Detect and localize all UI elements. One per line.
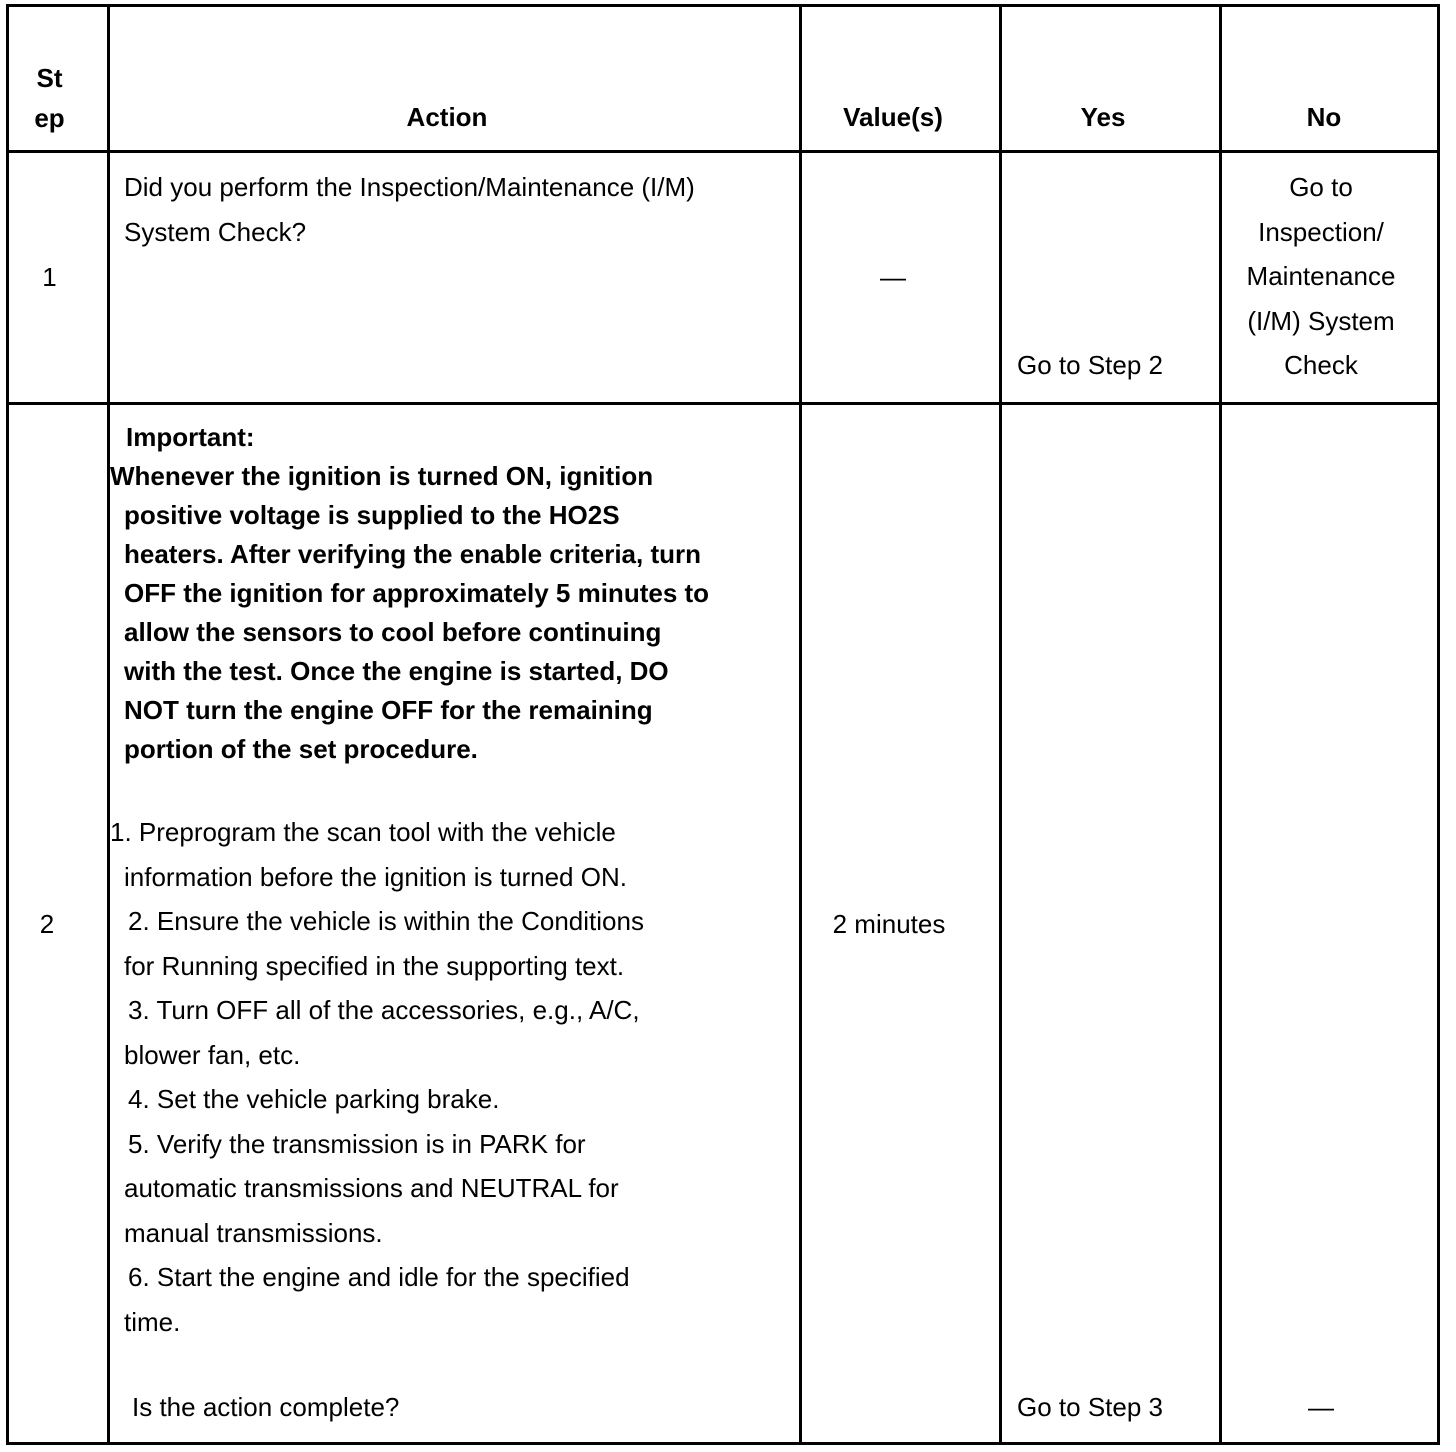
row2-value: 2 minutes — [832, 909, 946, 939]
column-divider — [799, 7, 802, 1442]
row-divider — [9, 150, 1437, 153]
row1-step: 1 — [42, 262, 57, 292]
no-line: Check — [1284, 350, 1358, 380]
row1-yes: Go to Step 2 — [1017, 350, 1163, 380]
no-line: Maintenance — [1246, 261, 1396, 291]
no-line: (I/M) System — [1247, 305, 1395, 336]
row2-step: 2 — [39, 909, 55, 939]
action-line: Did you perform the Inspection/Maintenance (I/M) — [124, 172, 695, 202]
important-line: NOT turn the engine OFF for the remaining — [124, 695, 653, 725]
important-line: OFF the ignition for approximately 5 minutes to — [124, 578, 710, 608]
row2-question: Is the action complete? — [132, 1392, 400, 1422]
header-no: No — [1306, 102, 1342, 132]
procedure-line: 5. Verify the transmission is in PARK for — [128, 1128, 586, 1159]
important-line: with the test. Once the engine is started, DO — [124, 656, 669, 686]
row-divider — [9, 402, 1437, 405]
procedure-line: information before the ignition is turned ON. — [124, 861, 627, 892]
action-line: System Check? — [124, 216, 307, 247]
column-divider — [999, 7, 1002, 1442]
row1-no — [1219, 165, 1423, 388]
header-step: St ep — [34, 63, 65, 133]
header-yes: Yes — [1080, 102, 1126, 132]
row1-value: — — [880, 262, 906, 292]
important-line: positive voltage is supplied to the HO2S — [124, 500, 620, 530]
header-action: Action — [406, 102, 488, 132]
procedure-line: 6. Start the engine and idle for the specified — [128, 1262, 630, 1292]
important-line: heaters. After verifying the enable criteria, turn — [124, 539, 701, 569]
procedure-line: manual transmissions. — [124, 1217, 383, 1248]
procedure-line: 1. Preprogram the scan tool with the vehicle — [110, 817, 616, 847]
no-line: Go to — [1289, 172, 1353, 202]
header-values: Value(s) — [843, 102, 943, 132]
procedure-line: automatic transmissions and NEUTRAL for — [124, 1173, 619, 1203]
procedure-line: time. — [124, 1306, 181, 1337]
procedure-steps — [110, 810, 644, 1344]
no-line: Inspection/ — [1258, 216, 1384, 247]
row2-no: — — [1308, 1392, 1334, 1422]
important-line: portion of the set procedure. — [124, 734, 478, 764]
procedure-line: for Running specified in the supporting text. — [124, 950, 625, 981]
procedure-line: blower fan, etc. — [124, 1039, 301, 1070]
important-line: allow the sensors to cool before continuing — [124, 617, 662, 647]
procedure-line: 3. Turn OFF all of the accessories, e.g., A/C, — [128, 995, 640, 1025]
row2-yes: Go to Step 3 — [1017, 1392, 1163, 1422]
procedure-line: 2. Ensure the vehicle is within the Conditions — [128, 906, 644, 936]
procedure-line: 4. Set the vehicle parking brake. — [128, 1084, 500, 1114]
important-label: Important: — [126, 422, 255, 452]
row1-action — [124, 165, 695, 254]
important-line: Whenever the ignition is turned ON, ignition — [110, 461, 654, 491]
important-note — [110, 418, 709, 769]
